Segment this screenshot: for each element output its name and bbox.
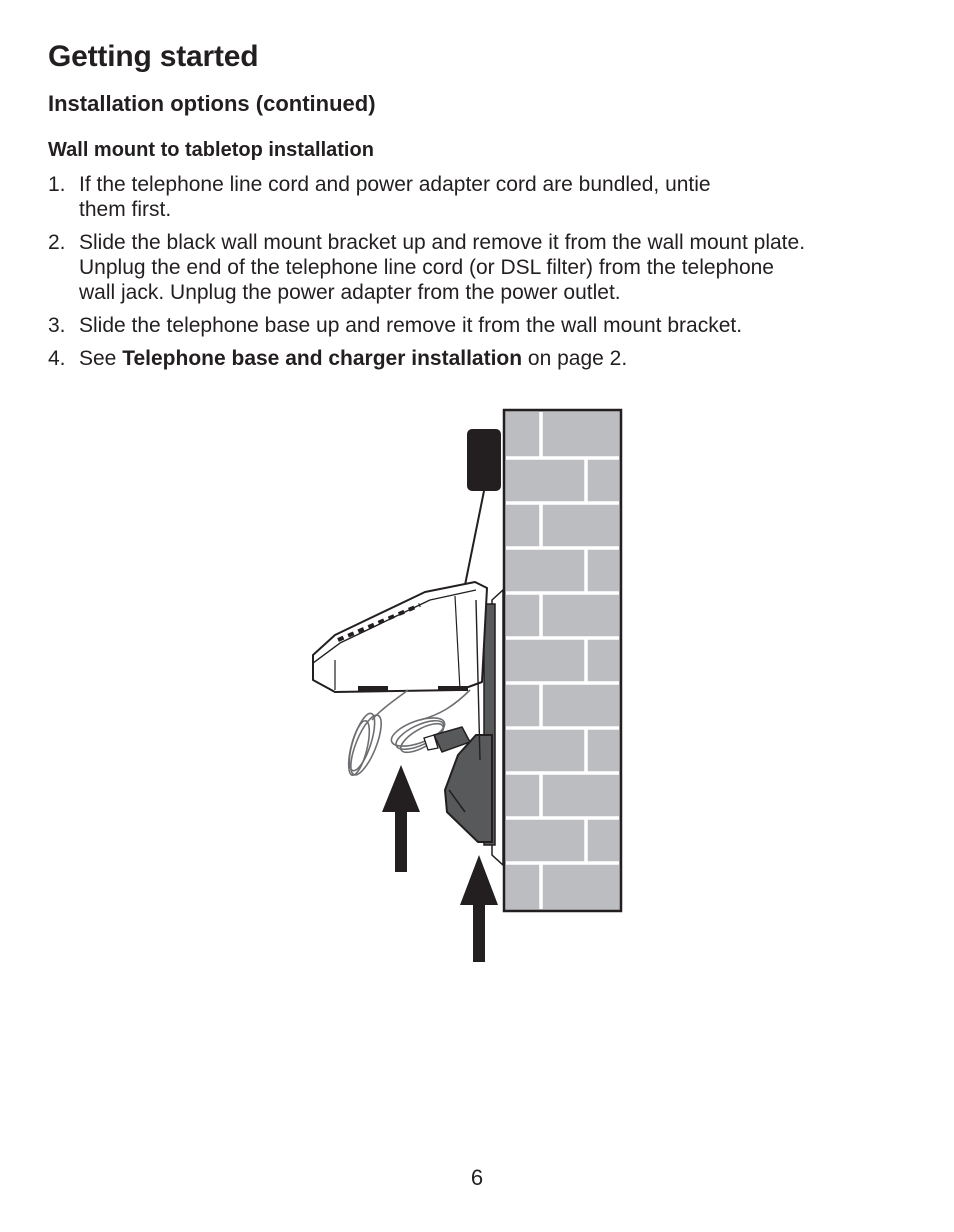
up-arrow-icon bbox=[382, 765, 420, 872]
step-3 bbox=[48, 313, 918, 338]
step-line: them first. bbox=[79, 198, 172, 221]
step-number: 3. bbox=[48, 314, 66, 337]
step-line: Unplug the end of the telephone line cord (or DSL filter) from the telephone bbox=[79, 256, 774, 279]
page-title: Getting started bbox=[48, 40, 259, 73]
telephone-base-icon bbox=[313, 582, 487, 692]
step-line: Slide the telephone base up and remove it from the wall mount bracket. bbox=[79, 314, 743, 337]
step-line: If the telephone line cord and power adapter cord are bundled, untie bbox=[79, 173, 711, 196]
brick-wall-icon bbox=[504, 410, 621, 911]
power-adapter-icon bbox=[464, 429, 501, 590]
step-1 bbox=[48, 172, 918, 222]
step-number: 2. bbox=[48, 231, 66, 254]
up-arrow-icon bbox=[460, 855, 498, 962]
step-text bbox=[79, 172, 918, 222]
step-prefix: See bbox=[79, 347, 123, 370]
step-line: wall jack. Unplug the power adapter from the power outlet. bbox=[79, 281, 621, 304]
instruction-steps bbox=[48, 172, 918, 379]
step-text bbox=[79, 313, 918, 338]
step-suffix: on page 2. bbox=[522, 347, 628, 370]
step-2 bbox=[48, 230, 918, 305]
page-number: 6 bbox=[470, 1165, 484, 1190]
cross-reference: Telephone base and charger installation bbox=[122, 347, 523, 370]
step-line: Slide the black wall mount bracket up and remove it from the wall mount plate. bbox=[79, 231, 806, 254]
step-number: 1. bbox=[48, 173, 66, 196]
step-4 bbox=[48, 346, 918, 371]
section-title: Installation options (continued) bbox=[48, 91, 376, 116]
wall-to-tabletop-illustration bbox=[300, 405, 630, 970]
step-text bbox=[79, 230, 918, 305]
step-text bbox=[79, 346, 918, 371]
subsection-title: Wall mount to tabletop installation bbox=[48, 139, 374, 161]
step-number: 4. bbox=[48, 347, 66, 370]
